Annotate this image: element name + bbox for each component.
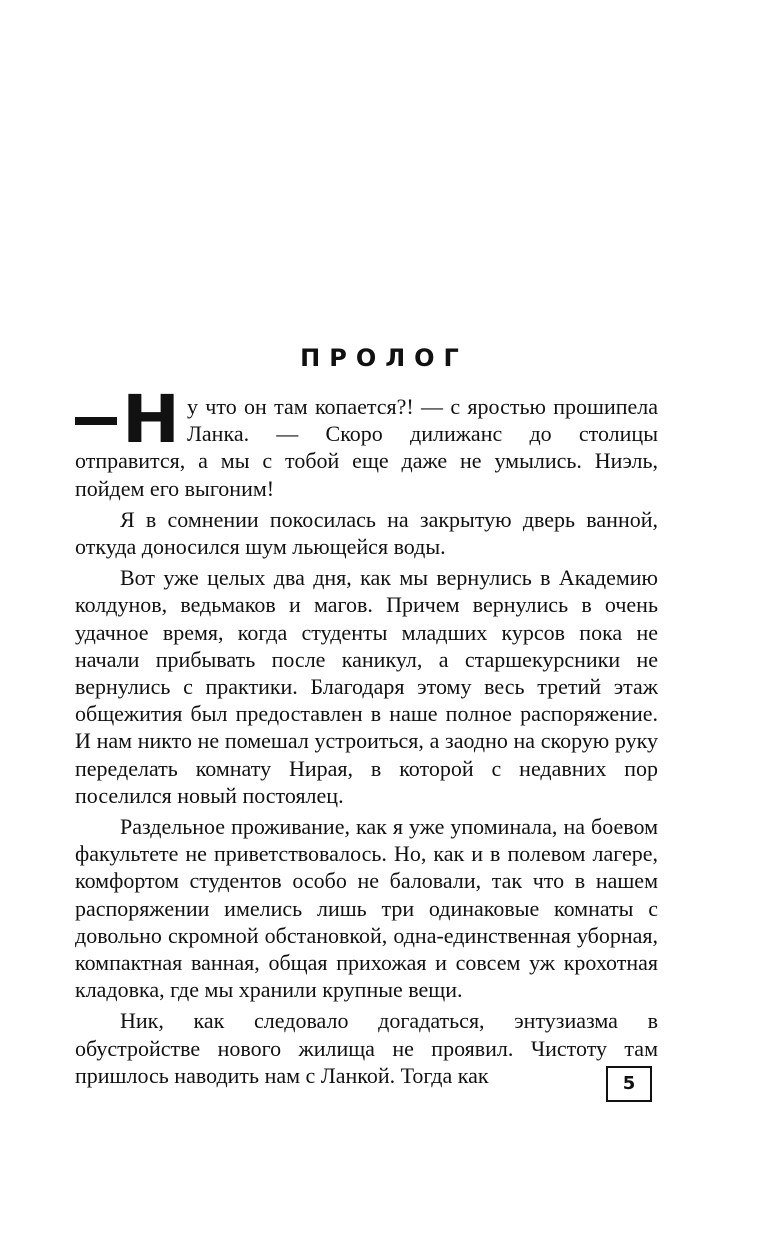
paragraph-5 <box>75 1007 658 1089</box>
body-text <box>75 381 658 1089</box>
opening-paragraph-block <box>75 381 658 502</box>
drop-cap <box>75 381 183 458</box>
paragraph-4: Раздельное проживание, как я уже упоминала, на боевом факультете не приветствовалось. Но, как и в полевом лагере, комфортом студентов особо не баловали, так что в нашем распоряжении имелись лишь три одинаковые комнаты с довольно скромной обстановкой, одна-единственная уборная, компактная ванная, общая прихожая и совсем уж крохотная кладовка, где мы хранили крупные вещи. <box>75 814 658 1003</box>
paragraph-1: у что он там копается?! — с яростью прошипела Ланка. — Скоро дилижанс до столицы отправится, а мы с тобой еще даже не умылись. Ниэль, пойдем его выгоним! <box>75 394 658 501</box>
drop-cap-dash <box>75 417 117 425</box>
paragraph-2: Я в сомнении покосилась на закрытую дверь ванной, откуда доносился шум льющейся воды. <box>75 506 658 560</box>
drop-cap-letter: Н <box>122 381 181 458</box>
page-number: 5 <box>606 1066 652 1102</box>
paragraph-5-text: Ник, как следовало догадаться, энтузиазма в обустройстве нового жилища не проявил. Чистоту там пришлось наводить нам с Ланкой. Тогда как <box>75 1008 658 1088</box>
chapter-title: ПРОЛОГ <box>300 344 468 372</box>
paragraph-3: Вот уже целых два дня, как мы вернулись в Академию колдунов, ведьмаков и магов. Причем вернулись в очень удачное время, когда студенты младших курсов пока не начали прибывать после каникул, а старшекурсники не вернулись с практики. Благодаря этому весь третий этаж общежития был предоставлен в наше полное распоряжение. И нам никто не помешал устроиться, а заодно на скорую руку переделать комнату Нирая, в которой с недавних пор поселился новый постоялец. <box>75 565 658 808</box>
